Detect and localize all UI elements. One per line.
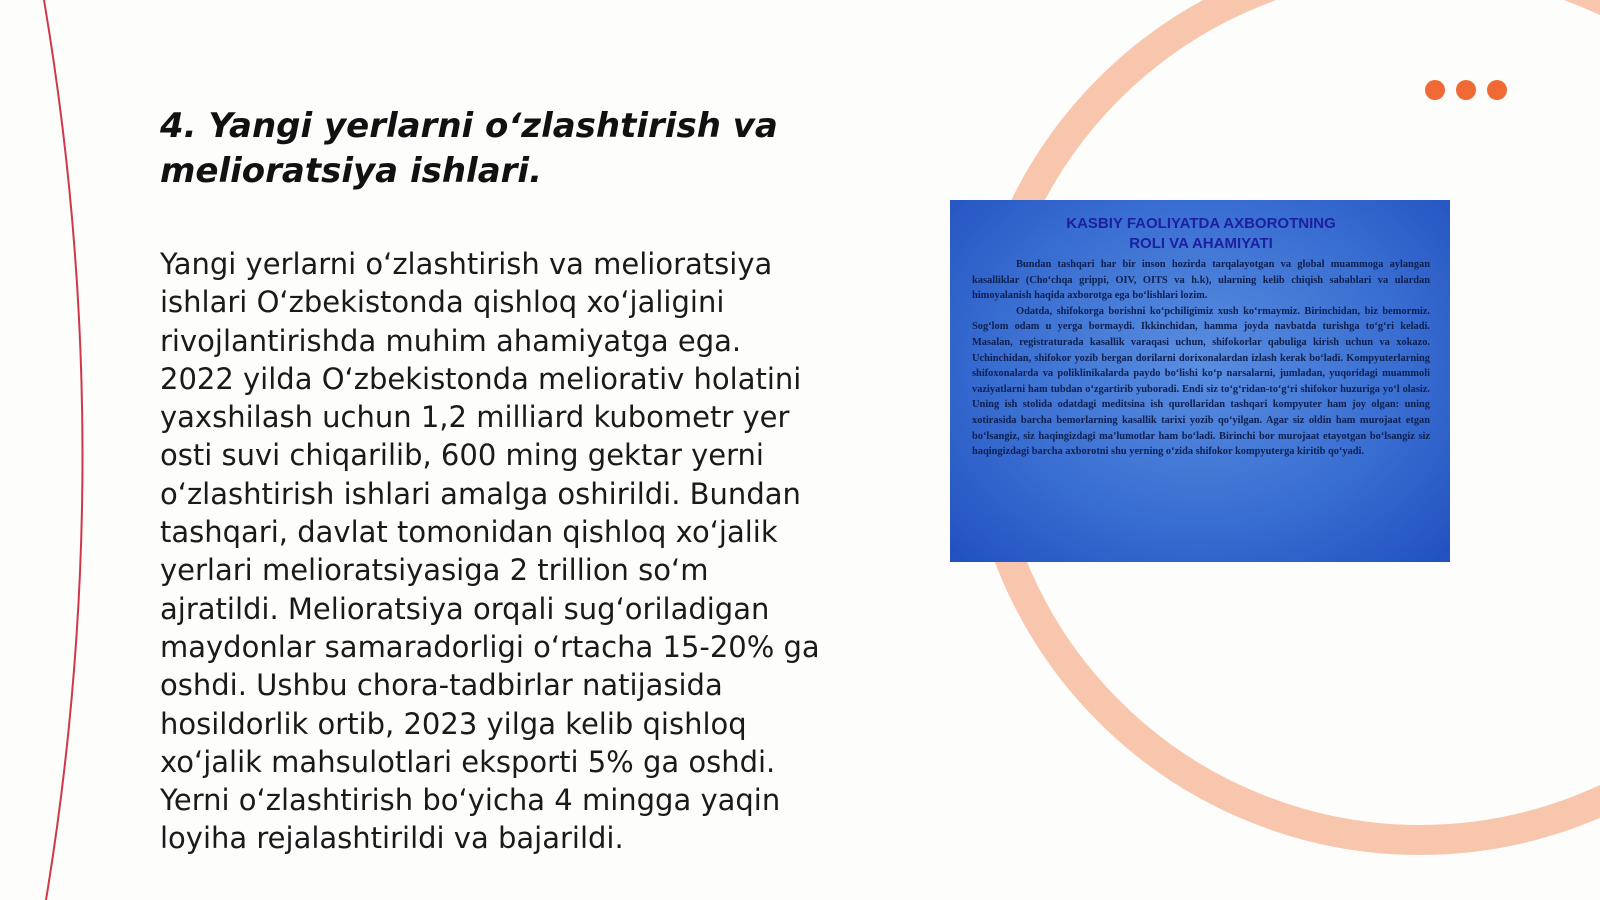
slide-body-text: Yangi yerlarni o‘zlashtirish va melioratsiya ishlari O‘zbekistonda qishloq xo‘jaligini rivojlantirishda muhim ahamiyatga ega. 2022 yilda O‘zbekistonda meliorativ holatini yaxshilash uchun 1,2 milliard kubometr yer osti suvi chiqarilib, 600 ming gektar yerni o‘zlashtirish ishlari amalga oshirildi. Bundan tashqari, davlat tomonidan qishloq xo‘jalik yerlari melioratsiyasiga 2 trillion so‘m ajratildi. Melioratsiya orqali sug‘oriladigan maydonlar samaradorligi o‘rtacha 15-20% ga oshdi. Ushbu chora-tadbirlar natijasida hosildorlik ortib, 2023 yilga kelib qishloq xo‘jalik mahsulotlari eksporti 5% ga oshdi. Yerni o‘zlashtirish bo‘yicha 4 mingga yaqin loyiha rejalashtirildi va bajarildi. xyxy=(160,247,820,856)
slide-title: 4. Yangi yerlarni o‘zlashtirish va melioratsiya ishlari. xyxy=(160,106,778,191)
document-paragraph-1: Bundan tashqari har bir inson hozirda tarqalayotgan va global muammoga aylangan kasalliklar (Cho‘chqa grippi, OIV, OITS va h.k), ularning kelib chiqish sabablari va ulardan himoyalanish haqida axborotga ega bo‘lishlari lozim. xyxy=(972,259,1430,302)
document-heading-line-1: KASBIY FAOLIYATDA AXBOROTNING xyxy=(1066,215,1336,232)
dot-2 xyxy=(1456,80,1476,100)
document-heading xyxy=(972,214,1430,254)
document-paragraph-2: Odatda, shifokorga borishni ko‘pchiligimiz xush ko‘rmaymiz. Birinchidan, biz bemormiz. Sog‘lom odam u yerga bormaydi. Ikkinchidan, hamma joyda navbatda turishga to‘g‘ri keladi. Masalan, registraturada kasallik varaqasi uchun, shifokorlar qabuliga kirish uchun va xokazo. Uchinchidan, shifokor yozib bergan dorilarni dorixonalardan izlash kerak bo‘ladi. Kompyuterlarning shifoxonalarda va poliklinikalarda paydo bo‘lishi ko‘p narsalarni, jumladan, yuqoridagi muammoli vaziyatlarni ham tubdan o‘zgartirib yuboradi. Endi siz to‘g‘ridan-to‘g‘ri shifokor huzuriga yo‘l olasiz. Uning ish stolida odatdagi meditsina ish qurollaridan tashqari kompyuter ham joy olgan: uning xotirasida barcha bemorlarning kasallik tarixi yozib qo‘yilgan. Agar siz oldin ham murojaat etgan bo‘lsangiz, siz haqingizdagi ma’lumotlar ham bo‘ladi. Birinchi bor murojaat etayotgan bo‘lsangiz siz haqingizdagi barcha axborotni shu yerning o‘zida shifokor kompyuterga kiritib qo‘yadi. xyxy=(972,305,1430,458)
left-curve-line xyxy=(44,0,83,900)
document-image xyxy=(950,200,1450,562)
dot-1 xyxy=(1425,80,1445,100)
menu-dots xyxy=(1425,80,1507,100)
dot-3 xyxy=(1487,80,1507,100)
document-heading-line-2: ROLI VA AHAMIYATI xyxy=(1129,235,1273,252)
